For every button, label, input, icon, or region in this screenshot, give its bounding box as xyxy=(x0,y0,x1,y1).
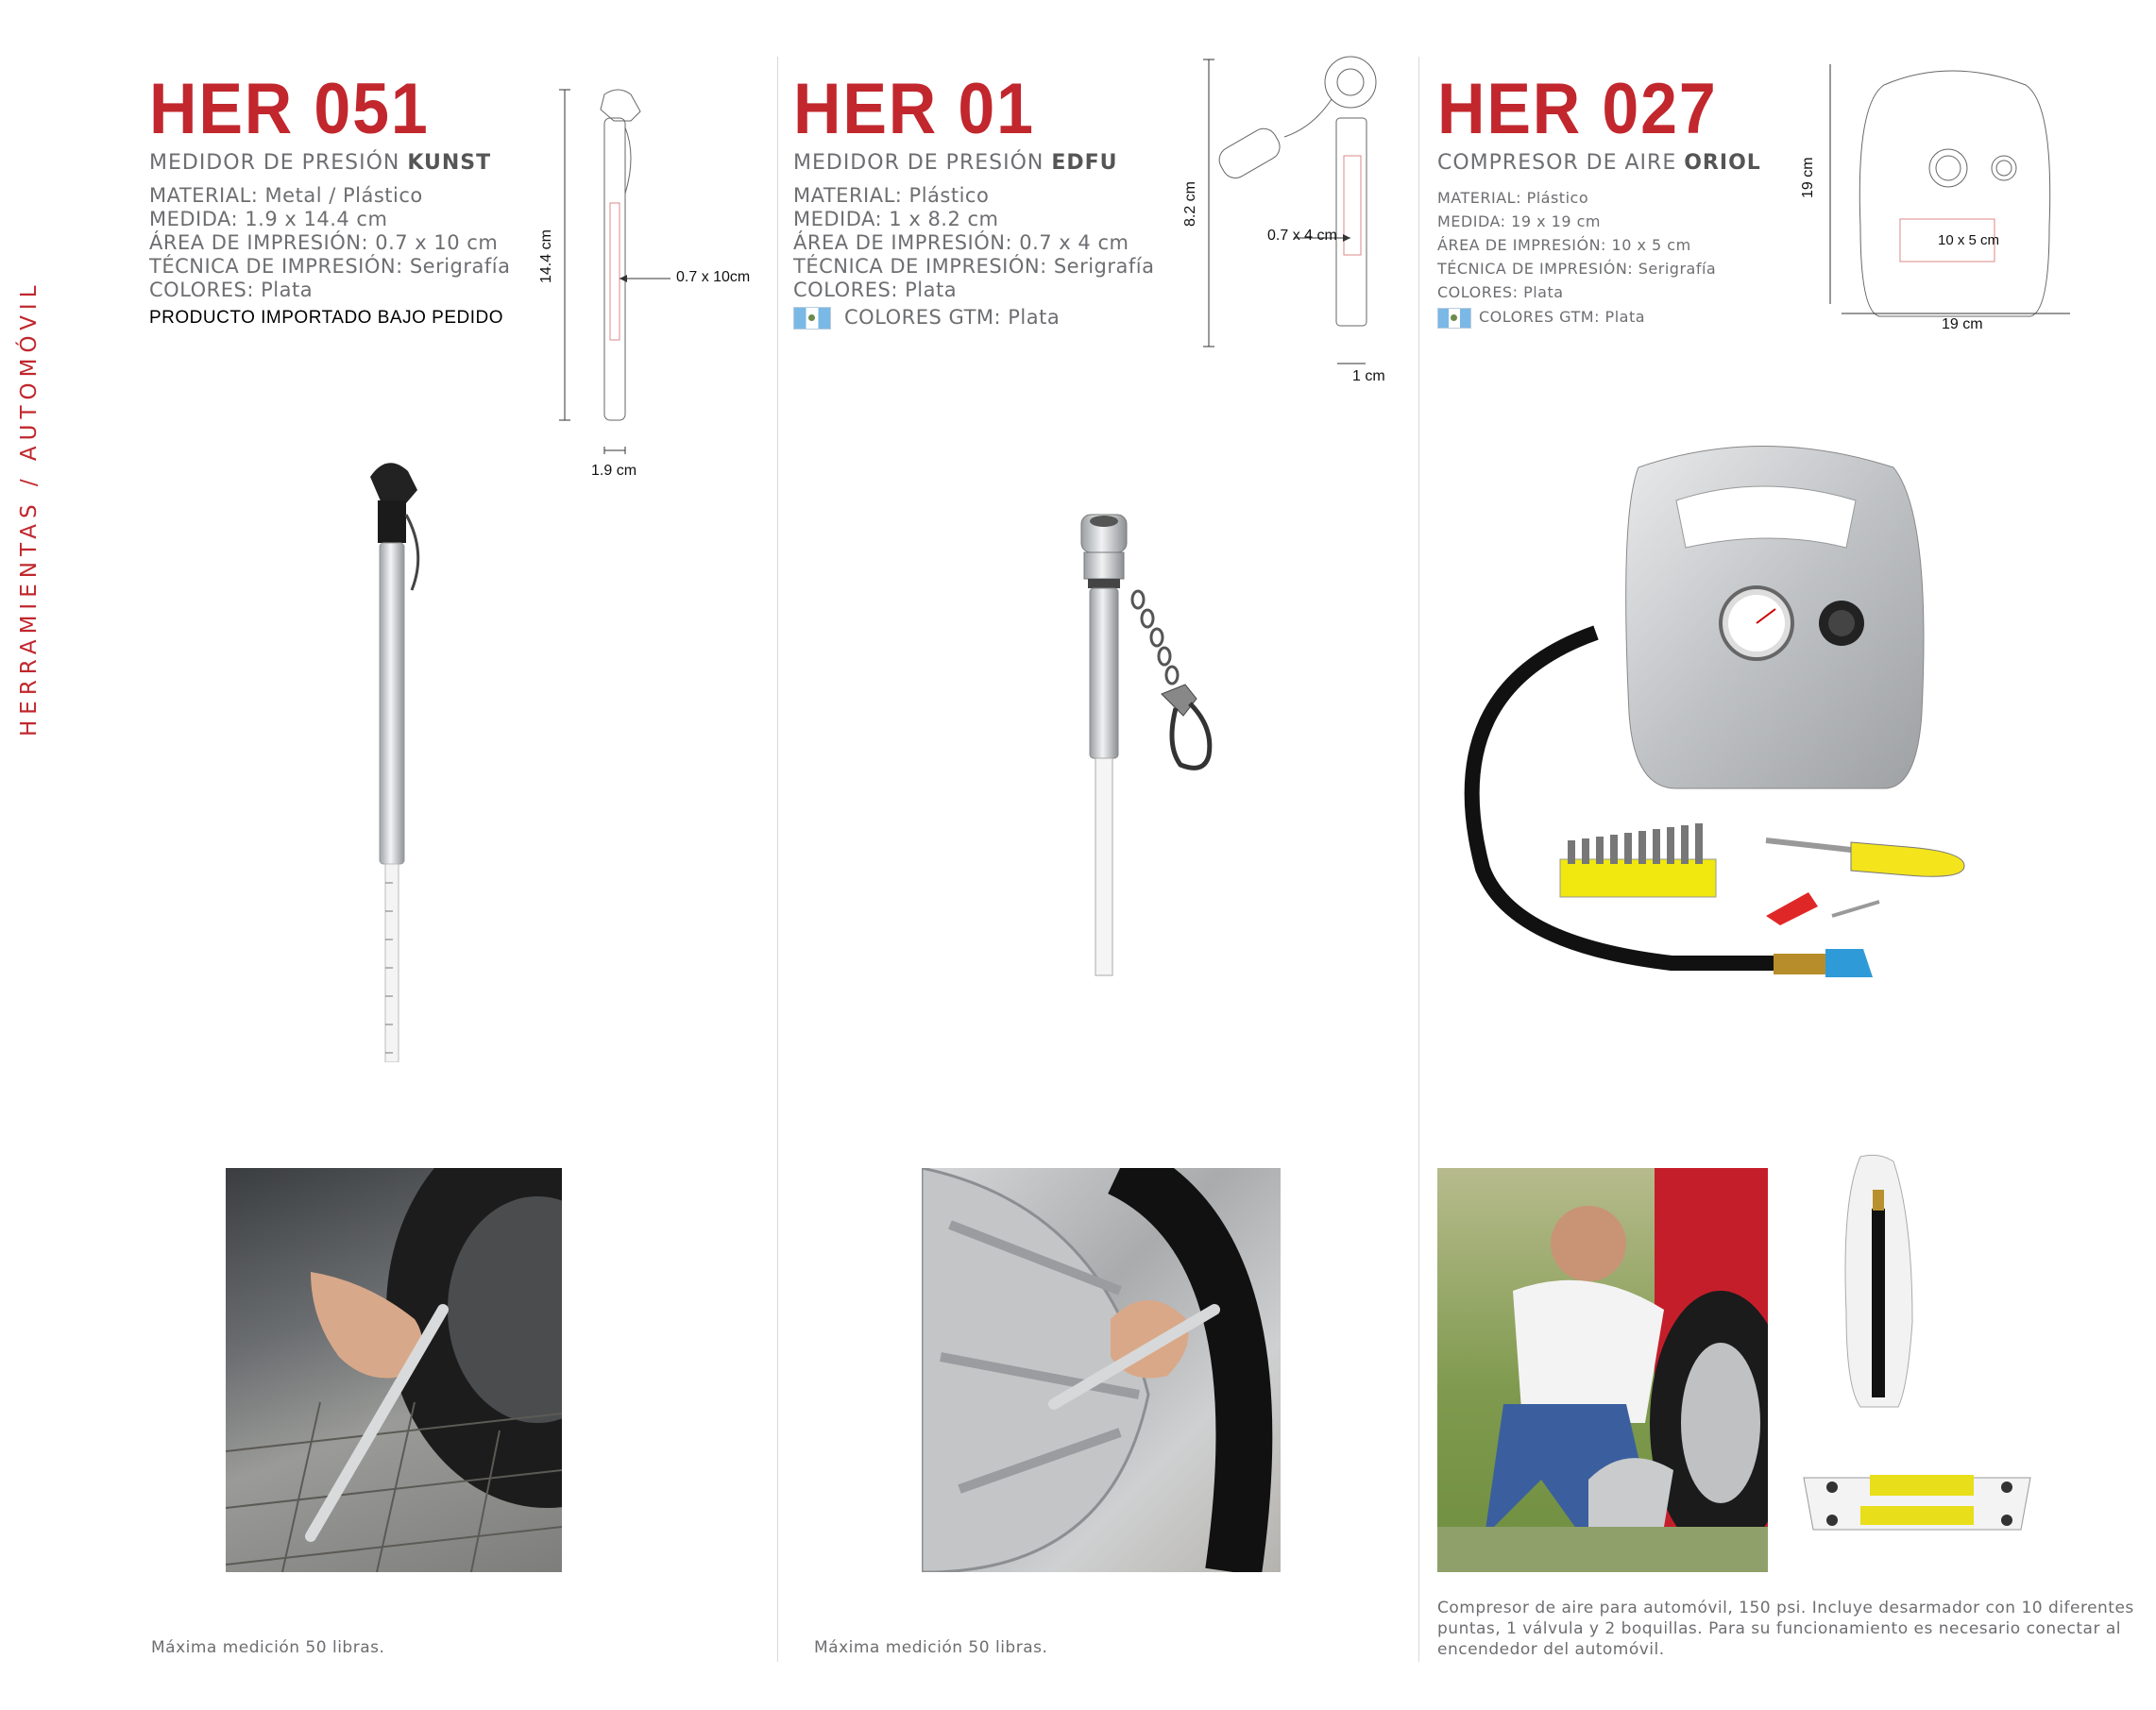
import-note: PRODUCTO IMPORTADO BAJO PEDIDO xyxy=(149,308,503,328)
dimension-label: 0.7 x 4 cm xyxy=(1267,228,1337,244)
column-divider xyxy=(1418,57,1419,1662)
product-note: Máxima medición 50 libras. xyxy=(151,1638,385,1657)
dimension-label: 14.4 cm xyxy=(538,229,554,283)
spec-row: COLORES: Plata xyxy=(149,279,314,301)
spec-row: MATERIAL: Plástico xyxy=(1437,189,1589,207)
product-specs xyxy=(149,184,510,330)
spec-row: MEDIDA: 19 x 19 cm xyxy=(1437,212,1601,230)
usage-photo xyxy=(226,1168,562,1572)
dimension-label: 19 cm xyxy=(1800,157,1816,198)
spec-row: MATERIAL: Metal / Plástico xyxy=(149,184,423,207)
product-specs xyxy=(1437,186,1716,329)
spec-row: COLORES: Plata xyxy=(1437,283,1564,301)
usage-photo xyxy=(922,1168,1281,1572)
spec-row: TÉCNICA DE IMPRESIÓN: Serigrafía xyxy=(1437,260,1717,278)
dimension-label: 1 cm xyxy=(1352,368,1385,384)
product-image xyxy=(349,449,453,1062)
spec-row: ÁREA DE IMPRESIÓN: 10 x 5 cm xyxy=(1437,236,1691,254)
product-code: HER 01 xyxy=(793,69,1035,149)
product-code: HER 027 xyxy=(1437,69,1718,149)
spec-row: MEDIDA: 1 x 8.2 cm xyxy=(793,208,999,230)
spec-row: MATERIAL: Plástico xyxy=(793,184,990,207)
product-description: Compresor de aire para automóvil, 150 psi. Incluye desarmador con 10 diferentes puntas, 1 válvula y 2 boquillas. Para su funcionamiento es necesario conectar al encendedor del automóvil. xyxy=(1437,1599,2134,1659)
product-side-view xyxy=(1794,1152,2040,1549)
product-subtitle: MEDIDOR DE PRESIÓN KUNST xyxy=(149,151,492,175)
product-subtitle: MEDIDOR DE PRESIÓN EDFU xyxy=(793,151,1118,175)
product-image xyxy=(1454,444,2040,1010)
gtm-colors: COLORES GTM: Plata xyxy=(793,306,1154,330)
product-image xyxy=(1067,510,1237,1001)
spec-row: ÁREA DE IMPRESIÓN: 0.7 x 10 cm xyxy=(149,231,499,254)
dimension-label: 1.9 cm xyxy=(591,463,637,479)
section-label: HERRAMIENTAS / AUTOMÓVIL xyxy=(17,279,42,736)
column-divider xyxy=(777,57,778,1662)
dimension-label: 8.2 cm xyxy=(1182,180,1198,227)
dimension-label: 19 cm xyxy=(1942,316,1983,332)
product-specs xyxy=(793,184,1154,330)
gtm-colors: COLORES GTM: Plata xyxy=(1437,305,1716,329)
guatemala-flag-icon xyxy=(793,307,831,330)
spec-row: TÉCNICA DE IMPRESIÓN: Serigrafía xyxy=(149,255,511,278)
product-subtitle: COMPRESOR DE AIRE ORIOL xyxy=(1437,151,1761,175)
guatemala-flag-icon xyxy=(1437,308,1471,329)
product-code: HER 051 xyxy=(149,69,430,149)
spec-row: TÉCNICA DE IMPRESIÓN: Serigrafía xyxy=(793,255,1155,278)
spec-row: COLORES: Plata xyxy=(793,279,958,301)
dimension-label: 10 x 5 cm xyxy=(1938,232,2000,248)
usage-photo xyxy=(1437,1168,1768,1572)
dimension-label: 0.7 x 10cm xyxy=(676,269,751,285)
spec-row: ÁREA DE IMPRESIÓN: 0.7 x 4 cm xyxy=(793,231,1129,254)
spec-row: MEDIDA: 1.9 x 14.4 cm xyxy=(149,208,388,230)
technical-drawing xyxy=(1813,57,2078,330)
product-note: Máxima medición 50 libras. xyxy=(814,1638,1048,1657)
technical-drawing xyxy=(1199,52,1417,378)
